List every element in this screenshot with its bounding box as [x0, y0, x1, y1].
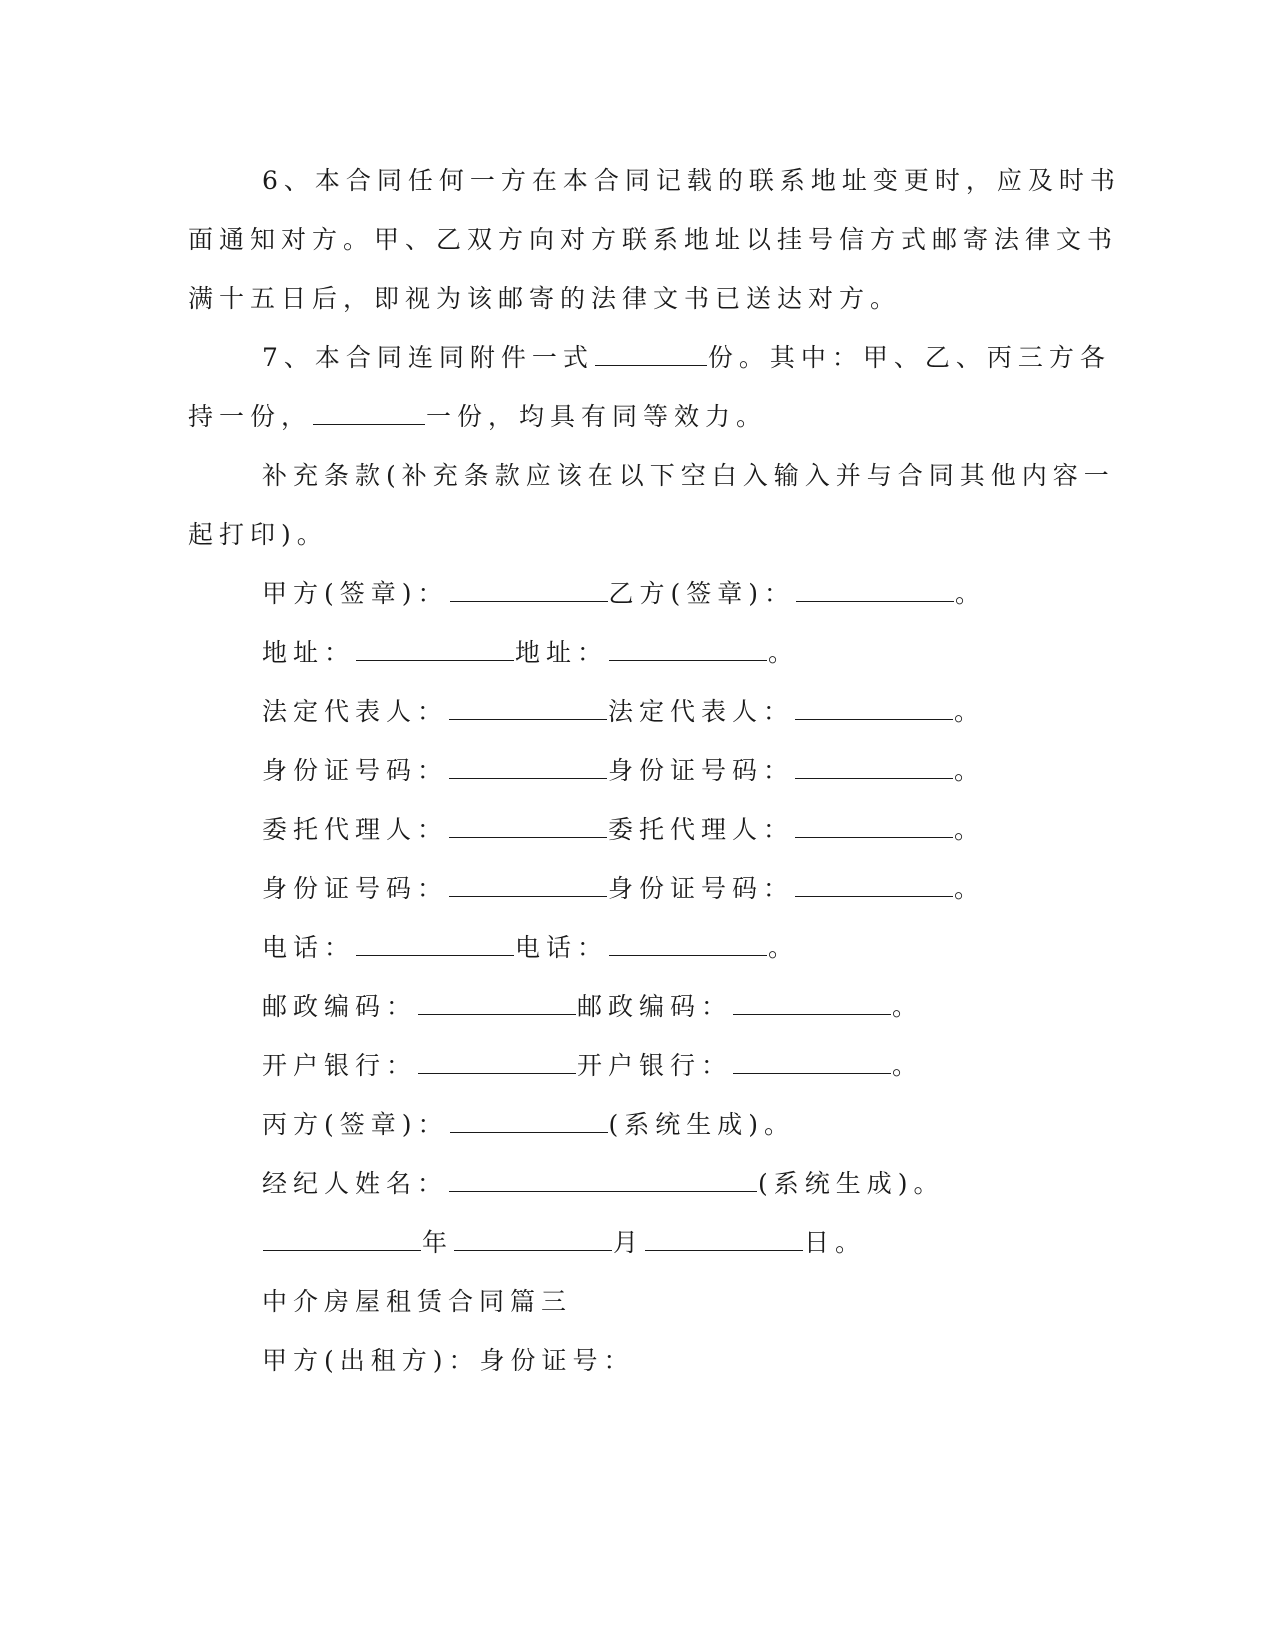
bank-b-label: 开户银行：: [577, 1051, 733, 1080]
supplementary-line-1: 补充条款(补充条款应该在以下空白入输入并与合同其他内容一: [262, 461, 1115, 490]
supplementary-line-2: 起打印)。: [188, 520, 328, 549]
date-row: [262, 1226, 866, 1260]
address-row: [262, 636, 799, 670]
address-a-blank[interactable]: [356, 636, 514, 661]
period: 。: [892, 992, 924, 1021]
copies-blank[interactable]: [595, 341, 707, 366]
paragraph-7-line-2: [188, 400, 767, 434]
id2-b-blank[interactable]: [795, 872, 953, 897]
period: 。: [768, 638, 800, 667]
party-c-seal-label: 丙方(签章)：: [262, 1110, 449, 1139]
id-a-label: 身份证号码：: [262, 756, 449, 785]
day-label: 日。: [804, 1228, 867, 1257]
holder-blank[interactable]: [313, 400, 425, 425]
id-a-blank[interactable]: [449, 754, 607, 779]
phone-b-label: 电话：: [515, 933, 609, 962]
paragraph-6-line-1: 6、本合同任何一方在本合同记载的联系地址变更时，应及时书: [262, 166, 1121, 195]
legal-rep-b-blank[interactable]: [795, 695, 953, 720]
section-title: 中介房屋租赁合同篇三: [262, 1287, 573, 1316]
broker-name-label: 经纪人姓名：: [262, 1169, 449, 1198]
postcode-a-blank[interactable]: [418, 990, 576, 1015]
party-c-seal-blank[interactable]: [450, 1108, 608, 1133]
period: 。: [955, 579, 987, 608]
legal-rep-b-label: 法定代表人：: [608, 697, 795, 726]
id-b-blank[interactable]: [795, 754, 953, 779]
id2-a-blank[interactable]: [449, 872, 607, 897]
party-b-seal-blank[interactable]: [796, 577, 954, 602]
seal-row: [262, 577, 986, 611]
month-blank[interactable]: [454, 1226, 612, 1251]
legal-rep-a-label: 法定代表人：: [262, 697, 449, 726]
bank-a-label: 开户银行：: [262, 1051, 418, 1080]
id-row: [262, 754, 985, 788]
phone-row: [262, 931, 799, 965]
agent-a-label: 委托代理人：: [262, 815, 449, 844]
paragraph-6-line-3: 满十五日后，即视为该邮寄的法律文书已送达对方。: [188, 284, 902, 313]
paragraph-7-text-d: 一份，均具有同等效力。: [426, 402, 768, 431]
system-generated-note-2: (系统生成)。: [758, 1169, 945, 1198]
address-b-label: 地址：: [515, 638, 609, 667]
period: 。: [768, 933, 800, 962]
month-label: 月: [613, 1228, 645, 1257]
id2-row: [262, 872, 985, 906]
paragraph-6-line-2: 面通知对方。甲、乙双方向对方联系地址以挂号信方式邮寄法律文书: [188, 225, 1119, 254]
period: 。: [954, 815, 986, 844]
phone-b-blank[interactable]: [609, 931, 767, 956]
broker-row: [262, 1167, 945, 1201]
postcode-row: [262, 990, 923, 1024]
party-a-seal-label: 甲方(签章)：: [262, 579, 449, 608]
day-blank[interactable]: [645, 1226, 803, 1251]
address-a-label: 地址：: [262, 638, 356, 667]
paragraph-7-text-b: 份。其中：甲、乙、丙三方各: [707, 343, 1111, 372]
system-generated-note: (系统生成)。: [608, 1110, 796, 1139]
bank-a-blank[interactable]: [418, 1049, 576, 1074]
period: 。: [954, 874, 986, 903]
phone-a-blank[interactable]: [356, 931, 514, 956]
legal-rep-row: [262, 695, 985, 729]
postcode-b-blank[interactable]: [733, 990, 891, 1015]
party-a-seal-blank[interactable]: [450, 577, 608, 602]
agent-a-blank[interactable]: [449, 813, 607, 838]
postcode-a-label: 邮政编码：: [262, 992, 418, 1021]
year-blank[interactable]: [263, 1226, 421, 1251]
id2-b-label: 身份证号码：: [608, 874, 795, 903]
phone-a-label: 电话：: [262, 933, 356, 962]
legal-rep-a-blank[interactable]: [449, 695, 607, 720]
id2-a-label: 身份证号码：: [262, 874, 449, 903]
year-label: 年: [422, 1228, 454, 1257]
id-b-label: 身份证号码：: [608, 756, 795, 785]
period: 。: [954, 756, 986, 785]
agent-b-blank[interactable]: [795, 813, 953, 838]
bank-row: [262, 1049, 923, 1083]
bank-b-blank[interactable]: [733, 1049, 891, 1074]
lessor-line: 甲方(出租方)：身份证号：: [262, 1346, 635, 1375]
broker-name-blank[interactable]: [449, 1167, 757, 1192]
postcode-b-label: 邮政编码：: [577, 992, 733, 1021]
party-b-seal-label: 乙方(签章)：: [608, 579, 796, 608]
agent-b-label: 委托代理人：: [608, 815, 795, 844]
paragraph-7-line-1: [262, 341, 1111, 375]
agent-row: [262, 813, 985, 847]
paragraph-7-text-a: 7、本合同连同附件一式: [262, 343, 594, 372]
period: 。: [892, 1051, 924, 1080]
paragraph-7-text-c: 持一份，: [188, 402, 313, 431]
address-b-blank[interactable]: [609, 636, 767, 661]
party-c-row: [262, 1108, 795, 1142]
period: 。: [954, 697, 986, 726]
